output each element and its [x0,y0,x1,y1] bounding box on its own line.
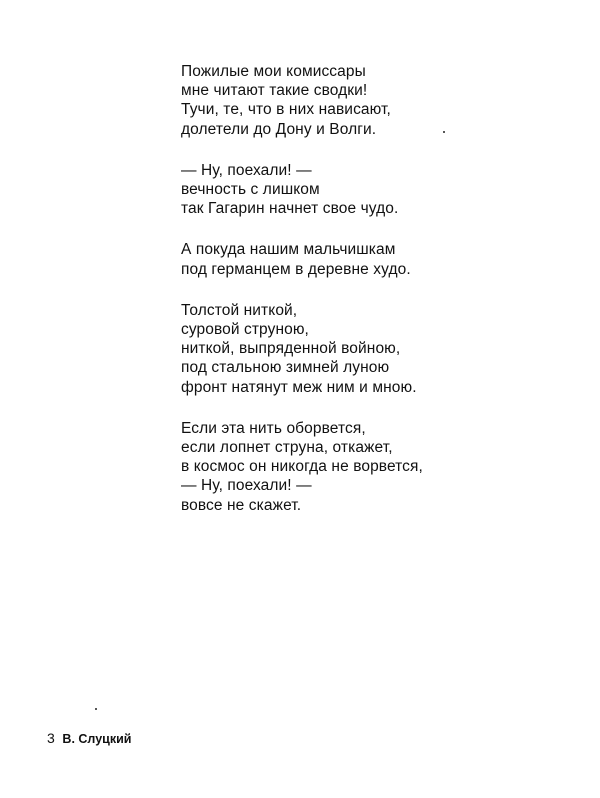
poem-line: — Ну, поехали! — [181,161,312,179]
poem-line: в космос он никогда не ворвется, [181,458,423,476]
poem-line: Пожилые мои комиссары [181,63,366,80]
poem-line: мне читают такие сводки! [181,82,368,100]
stanza-1 [181,62,511,139]
poem-line: долетели до Дону и Волги. [181,120,377,138]
poem-line: под германцем в деревне худо. [181,260,411,278]
poem-line: под стальною зимней луною [181,359,390,377]
poem-line: А покуда нашим мальчишкам [181,241,396,259]
print-speck [443,131,445,133]
stanza-2 [181,161,511,219]
stanza-4 [181,301,511,397]
poem-line: Если эта нить оборвется, [181,419,366,437]
stanza-5 [181,419,511,515]
poem-line: так Гагарин начнет свое чудо. [181,200,399,218]
poem-line: — Ну, поехали! — [181,477,312,495]
poem-line: вечность с лишком [181,181,320,199]
poem-line: ниткой, выпряденной войною, [181,340,401,358]
poem-line: если лопнет струна, откажет, [181,439,393,457]
author-name: В. Слуцкий [62,732,132,746]
poem-line: Тучи, те, что в них нависают, [181,101,391,119]
poem-line: Толстой ниткой, [181,301,298,319]
print-speck [95,708,97,710]
page-footer [47,730,131,747]
poem-text [181,62,511,537]
poem-line: фронт натянут меж ним и мною. [181,378,417,396]
poem-line: суровой струною, [181,321,309,339]
page-number: 3 [47,730,55,746]
poem-line: вовсе не скажет. [181,496,302,514]
stanza-3 [181,240,511,278]
